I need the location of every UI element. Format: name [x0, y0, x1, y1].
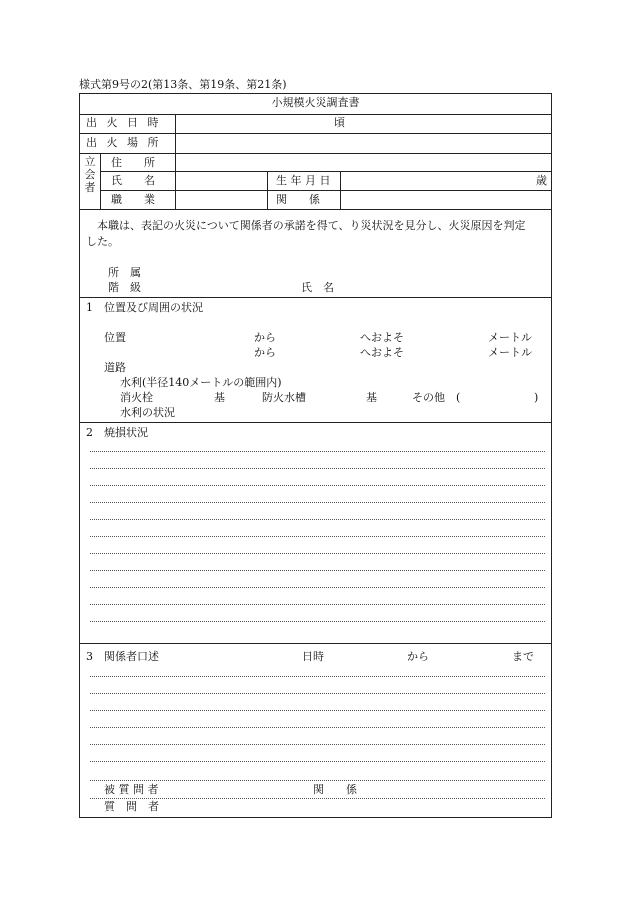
occupation-field[interactable]	[176, 191, 266, 208]
water-tank-unit: 基	[366, 391, 377, 404]
until-label: まで	[512, 650, 534, 663]
writing-line[interactable]	[90, 468, 545, 469]
fire-place-label: 出 火 場 所	[86, 136, 159, 149]
divider	[79, 643, 552, 644]
other-label: その他 (	[412, 391, 461, 404]
writing-line[interactable]	[90, 744, 545, 745]
occupation-label: 職 業	[111, 193, 155, 206]
writing-line[interactable]	[90, 587, 545, 588]
relation-label: 関 係	[276, 193, 320, 206]
statement-line-2: した。	[86, 235, 119, 248]
interviewee-label: 被 質 問 者	[104, 783, 159, 796]
affiliation-label: 所 属	[108, 266, 141, 279]
birth-date-field[interactable]	[341, 172, 531, 189]
relation-field[interactable]	[341, 191, 551, 208]
birth-date-label: 生 年 月 日	[276, 174, 331, 187]
hydrant-unit: 基	[214, 391, 225, 404]
writing-line[interactable]	[90, 570, 545, 571]
writing-line[interactable]	[90, 485, 545, 486]
time-suffix: 頃	[334, 116, 345, 129]
form-title: 小規模火災調査書	[271, 96, 360, 109]
writing-line[interactable]	[90, 693, 545, 694]
writing-line[interactable]	[90, 780, 545, 781]
approx-label: へおよそ	[360, 331, 404, 344]
writing-line[interactable]	[90, 519, 545, 520]
from-label: から	[254, 331, 276, 344]
name-field[interactable]	[176, 172, 266, 189]
meter-label: メートル	[488, 331, 532, 344]
writing-line[interactable]	[90, 676, 545, 677]
section-1-heading: 1 位置及び周囲の状況	[86, 301, 203, 314]
writing-line[interactable]	[90, 604, 545, 605]
water-source-label: 水利(半径140メートルの範囲内)	[120, 376, 282, 389]
from-label: から	[407, 650, 429, 663]
position-label: 位置	[104, 331, 126, 344]
writing-line[interactable]	[90, 727, 545, 728]
name-label: 氏 名	[111, 174, 155, 187]
from-label: から	[254, 346, 276, 359]
close-paren: )	[534, 391, 539, 404]
divider	[267, 171, 268, 209]
fire-datetime-label: 出 火 日 時	[86, 116, 159, 129]
approx-label: へおよそ	[360, 346, 404, 359]
divider	[79, 422, 552, 423]
writing-line[interactable]	[90, 536, 545, 537]
writing-line[interactable]	[90, 798, 545, 799]
age-suffix: 歳	[536, 174, 547, 187]
writing-line[interactable]	[90, 502, 545, 503]
water-status-label: 水利の状況	[120, 406, 175, 419]
writing-line[interactable]	[90, 451, 545, 452]
section-3-heading: 3 関係者口述	[86, 650, 159, 663]
divider	[100, 153, 101, 209]
fire-place-field[interactable]	[176, 134, 551, 152]
datetime-label: 日時	[302, 650, 324, 663]
divider	[79, 297, 552, 298]
writing-line[interactable]	[90, 761, 545, 762]
address-label: 住 所	[111, 156, 155, 169]
statement-line-1: 本職は、表記の火災について関係者の承諾を得て、り災状況を見分し、火災原因を判定	[97, 219, 526, 232]
section-2-heading: 2 焼損状況	[86, 426, 148, 439]
writing-line[interactable]	[90, 621, 545, 622]
form-number-label: 様式第9号の2(第13条、第19条、第21条)	[79, 78, 287, 91]
officer-name-label: 氏 名	[301, 281, 334, 294]
meter-label: メートル	[488, 346, 532, 359]
divider	[79, 209, 552, 210]
writing-line[interactable]	[90, 710, 545, 711]
water-tank-label: 防火水槽	[262, 391, 306, 404]
fire-datetime-field[interactable]	[176, 115, 551, 132]
hydrant-label: 消火栓	[120, 391, 153, 404]
address-field[interactable]	[176, 154, 551, 170]
writing-line[interactable]	[90, 553, 545, 554]
questioner-label: 質 問 者	[104, 800, 159, 813]
rank-label: 階 級	[108, 281, 141, 294]
road-label: 道路	[104, 361, 126, 374]
witness-group-label: 立 会 者	[84, 155, 96, 194]
interviewee-relation-label: 関 係	[313, 783, 357, 796]
